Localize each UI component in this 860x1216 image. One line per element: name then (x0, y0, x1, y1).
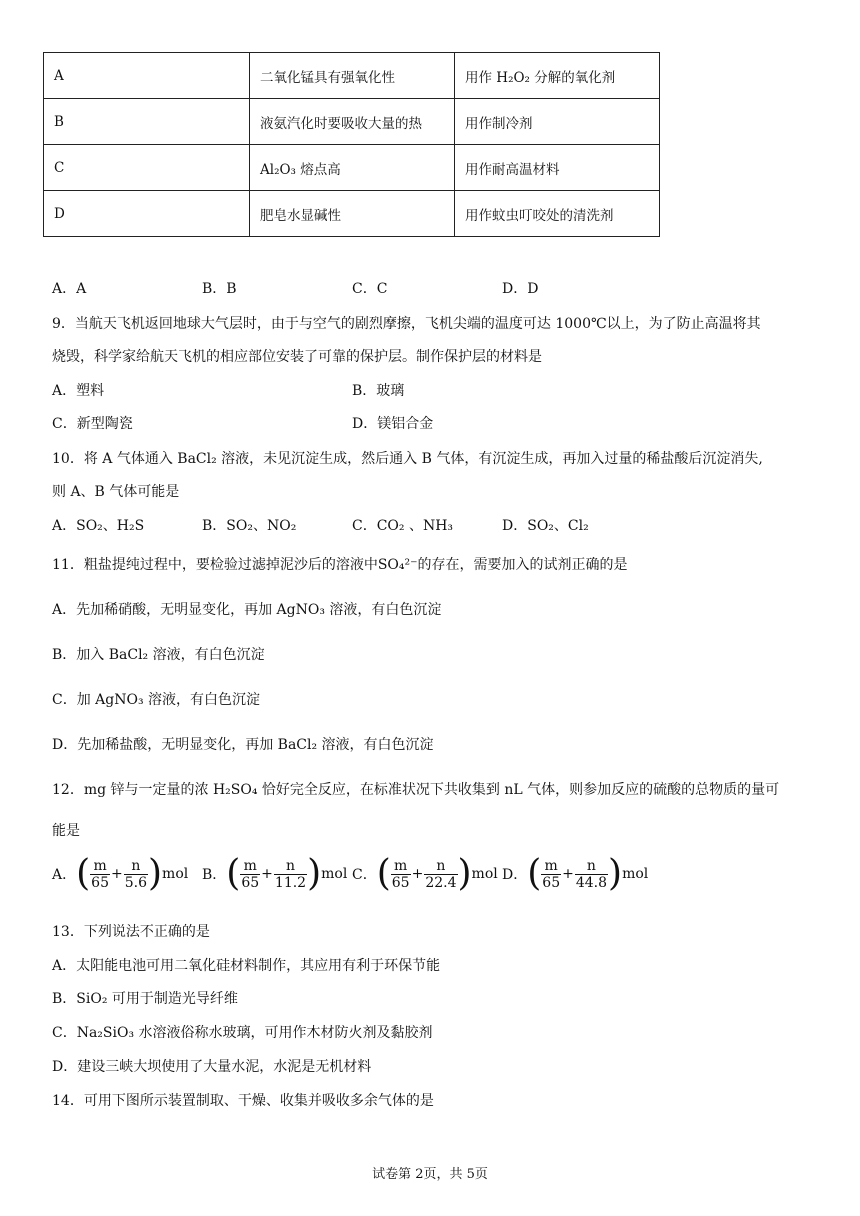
table-row (44, 191, 660, 237)
frac-denominator: 65 (542, 874, 561, 891)
row-property: 二氧化锰具有强氧化性 (250, 53, 455, 99)
frac-numerator: m (541, 858, 561, 875)
q12-option-b: B．( $\frac{m}{65}$ + $\frac{n}{11.2}$ )mol (202, 853, 348, 894)
q11-stem-after: 的存在，需要加入的试剂正确的是 (417, 557, 628, 573)
q12-option-d: D．( $\frac{m}{65}$ + $\frac{n}{44.8}$ )mol (502, 853, 649, 894)
frac-numerator: n (274, 858, 307, 875)
q12-option-c: C．( $\frac{m}{65}$ + $\frac{n}{22.4}$ )mol (352, 853, 498, 894)
frac-denominator: 65 (391, 874, 410, 891)
table-row (44, 145, 660, 191)
q9-option-c: C．新型陶瓷 (52, 416, 133, 432)
q11-sulfate-ion: SO₄²⁻ (377, 557, 418, 573)
unit-label: mol (162, 866, 189, 882)
q11-option-d: D．先加稀盐酸，无明显变化，再加 BaCl₂ 溶液，有白色沉淀 (52, 737, 434, 753)
q13-stem: 13．下列说法不正确的是 (52, 924, 210, 940)
q13-option-c: C．Na₂SiO₃ 水溶液俗称水玻璃，可用作木材防火剂及黏胶剂 (52, 1025, 433, 1041)
frac-numerator: m (391, 858, 411, 875)
frac-denominator: 65 (91, 874, 109, 891)
q9-stem-line2: 烧毁，科学家给航天飞机的相应部位安装了可靠的保护层。制作保护层的材料是 (52, 349, 542, 365)
frac-denominator: 11.2 (274, 874, 307, 891)
q10-stem-line1: 10．将 A 气体通入 BaCl₂ 溶液，未见沉淀生成，然后通入 B 气体，有沉淀生成，再加入过量的稀盐酸后沉淀消失, (52, 451, 763, 467)
option-letter: D． (502, 867, 528, 883)
row-property: 肥皂水显碱性 (250, 191, 455, 237)
option-letter: C． (352, 867, 377, 883)
q10-option-b: B．SO₂、NO₂ (202, 518, 297, 534)
row-use: 用作蚊虫叮咬处的清洗剂 (455, 191, 660, 237)
frac-numerator: m (90, 858, 110, 875)
row-property: 液氨汽化时要吸收大量的热 (250, 99, 455, 145)
plus-sign: + (411, 866, 424, 882)
q11-option-b: B．加入 BaCl₂ 溶液，有白色沉淀 (52, 647, 265, 663)
row-use: 用作 H₂O₂ 分解的氧化剂 (455, 53, 660, 99)
table-row (44, 53, 660, 99)
row-label: D (44, 191, 250, 237)
q13-option-a: A．太阳能电池可用二氧化硅材料制作，其应用有利于环保节能 (52, 958, 441, 974)
page-footer: 试卷第 2页，共 5页 (372, 1167, 488, 1182)
frac-numerator: n (575, 858, 608, 875)
q13-option-b: B．SiO₂ 可用于制造光导纤维 (52, 991, 238, 1007)
row-label: A (44, 53, 250, 99)
q10-option-a: A．SO₂、H₂S (52, 518, 145, 534)
row-label: C (44, 145, 250, 191)
q11-option-c: C．加 AgNO₃ 溶液，有白色沉淀 (52, 692, 261, 708)
q8-option-c: C．C (352, 281, 388, 297)
q10-option-d: D．SO₂、Cl₂ (502, 518, 589, 534)
row-label: B (44, 99, 250, 145)
row-use: 用作制冷剂 (455, 99, 660, 145)
q8-option-b: B．B (202, 281, 237, 297)
frac-denominator: 44.8 (575, 874, 608, 891)
property-use-table (43, 52, 660, 237)
plus-sign: + (111, 866, 123, 882)
q14-stem: 14．可用下图所示装置制取、干燥、收集并吸收多余气体的是 (52, 1093, 434, 1109)
q9-stem-line1: 9．当航天飞机返回地球大气层时，由于与空气的剧烈摩擦，飞机尖端的温度可达 1000℃以上，为了防止高温将其 (52, 316, 761, 332)
frac-numerator: m (240, 858, 260, 875)
frac-numerator: n (424, 858, 457, 875)
q13-option-d: D．建设三峡大坝使用了大量水泥，水泥是无机材料 (52, 1059, 372, 1075)
row-use: 用作耐高温材料 (455, 145, 660, 191)
unit-label: mol (622, 866, 649, 882)
unit-label: mol (321, 866, 348, 882)
option-letter: B． (202, 867, 227, 883)
q9-option-a: A．塑料 (52, 383, 105, 399)
frac-numerator: n (124, 858, 148, 875)
option-letter: A． (52, 867, 77, 883)
frac-denominator: 65 (241, 874, 260, 891)
plus-sign: + (261, 866, 273, 882)
plus-sign: + (562, 866, 574, 882)
frac-denominator: 22.4 (425, 874, 457, 891)
q11-stem-before: 11．粗盐提纯过程中，要检验过滤掉泥沙后的溶液中 (52, 557, 378, 573)
q11-option-a: A．先加稀硝酸，无明显变化，再加 AgNO₃ 溶液，有白色沉淀 (52, 602, 442, 618)
q10-stem-line2: 则 A、B 气体可能是 (52, 484, 180, 500)
q9-option-d: D．镁铝合金 (352, 416, 434, 432)
table-row (44, 99, 660, 145)
unit-label: mol (471, 866, 498, 882)
q12-option-a: A．( $\frac{m}{65}$ + $\frac{n}{5.6}$ )mol (52, 853, 189, 894)
q10-option-c: C．CO₂ 、NH₃ (352, 518, 454, 534)
q12-stem-line1: 12．mg 锌与一定量的浓 H₂SO₄ 恰好完全反应，在标准状况下共收集到 nL 气体，则参加反应的硫酸的总物质的量可 (52, 782, 780, 798)
q9-option-b: B．玻璃 (352, 383, 405, 399)
frac-denominator: 5.6 (124, 874, 147, 891)
q8-option-a: A．A (52, 281, 87, 297)
q12-stem-line2: 能是 (52, 823, 80, 839)
row-property: Al₂O₃ 熔点高 (250, 145, 455, 191)
q11-stem (52, 554, 628, 574)
q8-option-d: D．D (502, 281, 539, 297)
